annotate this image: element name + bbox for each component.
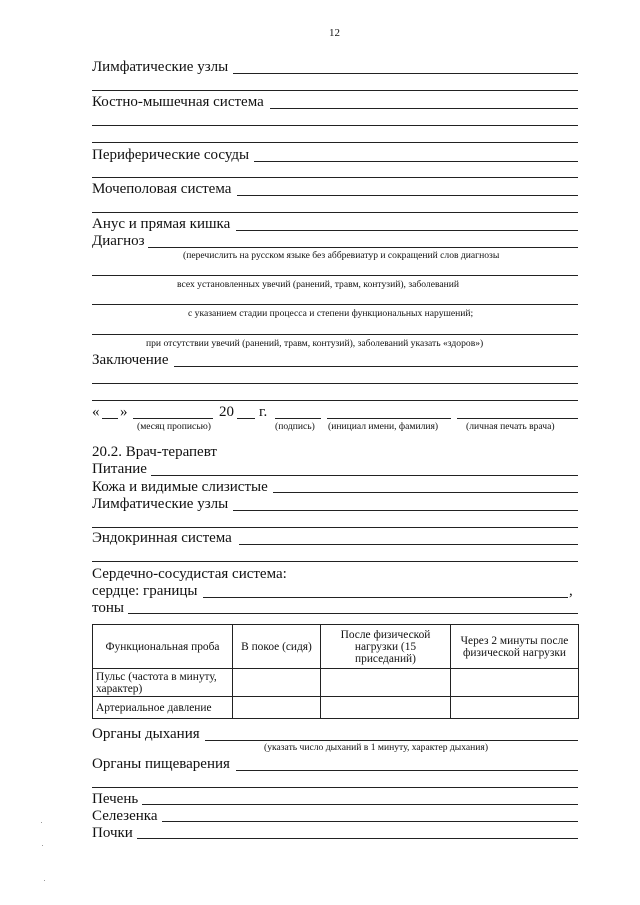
genitourinary-label: Мочеполовая система [92, 181, 232, 197]
spleen-label: Селезенка [92, 808, 158, 824]
musculoskeletal-field-2[interactable] [92, 125, 578, 126]
conclusion-field-3[interactable] [92, 400, 578, 401]
scan-speck [44, 880, 45, 881]
tones-field[interactable] [128, 613, 578, 614]
diagnosis-field[interactable] [148, 247, 578, 248]
diagnosis-field-3[interactable] [92, 304, 578, 305]
functional-test-table [92, 624, 579, 719]
kidneys-label: Почки [92, 825, 133, 841]
liver-label: Печень [92, 791, 139, 807]
conclusion-field[interactable] [174, 366, 578, 367]
digestive-label: Органы пищеварения [92, 756, 230, 772]
lymph-nodes-field[interactable] [233, 73, 578, 74]
heart-borders-field[interactable] [203, 597, 568, 598]
bp-after-load-cell[interactable] [321, 697, 451, 719]
respiratory-hint: (указать число дыханий в 1 минуту, характер дыхания) [264, 742, 489, 753]
pulse-after-2min-cell[interactable] [451, 669, 579, 697]
year-suffix: г. [259, 404, 268, 420]
digestive-field[interactable] [236, 770, 578, 771]
pulse-after-load-cell[interactable] [321, 669, 451, 697]
date-quote-open: « [92, 404, 100, 420]
heart-borders-comma: , [569, 583, 573, 599]
respiratory-field[interactable] [205, 740, 578, 741]
name-field[interactable] [327, 418, 451, 419]
lymph-nodes-2-field-2[interactable] [92, 527, 578, 528]
diagnosis-hint-3: с указанием стадии процесса и степени функциональных нарушений; [188, 308, 474, 319]
table-header: Через 2 минуты после физической нагрузки [451, 625, 579, 669]
musculoskeletal-field[interactable] [270, 108, 578, 109]
row-label-blood-pressure: Артериальное давление [93, 697, 233, 719]
scan-speck [42, 845, 43, 846]
anus-rectum-field[interactable] [236, 230, 578, 231]
digestive-field-2[interactable] [92, 787, 578, 788]
date-quote-close: » [120, 404, 128, 420]
lymph-nodes-2-label: Лимфатические узлы [92, 496, 229, 512]
diagnosis-label: Диагноз [92, 233, 145, 249]
month-field[interactable] [133, 418, 213, 419]
endocrine-field[interactable] [239, 544, 578, 545]
tones-label: тоны [92, 600, 124, 616]
stamp-field[interactable] [457, 418, 578, 419]
year-field[interactable] [237, 418, 255, 419]
peripheral-vessels-label: Периферические сосуды [92, 147, 250, 163]
lymph-nodes-2-field[interactable] [233, 510, 578, 511]
diagnosis-field-4[interactable] [92, 334, 578, 335]
signature-caption: (подпись) [275, 421, 315, 432]
anus-rectum-label: Анус и прямая кишка [92, 216, 231, 232]
name-caption: (инициал имени, фамилия) [328, 421, 439, 432]
diagnosis-field-2[interactable] [92, 275, 578, 276]
table-row [93, 669, 579, 697]
month-caption: (месяц прописью) [137, 421, 211, 432]
table-header: Функциональная проба [93, 625, 233, 669]
row-label-pulse: Пульс (частота в минуту, характер) [93, 669, 233, 697]
diagnosis-hint-1: (перечислить на русском языке без аббревиатур и сокращений слов диагнозы [183, 250, 500, 261]
skin-label: Кожа и видимые слизистые [92, 479, 268, 495]
bp-rest-cell[interactable] [233, 697, 321, 719]
musculoskeletal-label: Костно-мышечная система [92, 94, 264, 110]
table-row [93, 697, 579, 719]
peripheral-vessels-field-2[interactable] [92, 177, 578, 178]
peripheral-vessels-field[interactable] [254, 161, 578, 162]
genitourinary-field-2[interactable] [92, 212, 578, 213]
year-prefix: 20 [219, 404, 234, 420]
kidneys-field[interactable] [137, 838, 578, 839]
skin-field[interactable] [273, 492, 578, 493]
conclusion-label: Заключение [92, 352, 169, 368]
lymph-nodes-field-2[interactable] [92, 90, 578, 91]
nutrition-field[interactable] [151, 475, 578, 476]
heart-borders-label: сердце: границы [92, 583, 198, 599]
respiratory-label: Органы дыхания [92, 726, 200, 742]
therapist-heading: 20.2. Врач-терапевт [92, 444, 217, 460]
endocrine-label: Эндокринная система [92, 530, 232, 546]
signature-field[interactable] [275, 418, 321, 419]
musculoskeletal-field-3[interactable] [92, 142, 578, 143]
table-header: После физической нагрузки (15 приседаний) [321, 625, 451, 669]
cardio-label: Сердечно-сосудистая система: [92, 566, 287, 582]
endocrine-field-2[interactable] [92, 561, 578, 562]
spleen-field[interactable] [162, 821, 578, 822]
page-number: 12 [329, 27, 340, 39]
lymph-nodes-label: Лимфатические узлы [92, 59, 229, 75]
conclusion-field-2[interactable] [92, 383, 578, 384]
scan-speck [41, 822, 42, 823]
nutrition-label: Питание [92, 461, 147, 477]
table-header: В покое (сидя) [233, 625, 321, 669]
stamp-caption: (личная печать врача) [466, 421, 555, 432]
table-header-row [93, 625, 579, 669]
bp-after-2min-cell[interactable] [451, 697, 579, 719]
liver-field[interactable] [142, 804, 578, 805]
diagnosis-hint-4: при отсутствии увечий (ранений, травм, контузий), заболеваний указать «здоров») [146, 338, 484, 349]
day-field[interactable] [102, 418, 118, 419]
diagnosis-hint-2: всех установленных увечий (ранений, травм, контузий), заболеваний [177, 279, 460, 290]
genitourinary-field[interactable] [237, 195, 578, 196]
pulse-rest-cell[interactable] [233, 669, 321, 697]
